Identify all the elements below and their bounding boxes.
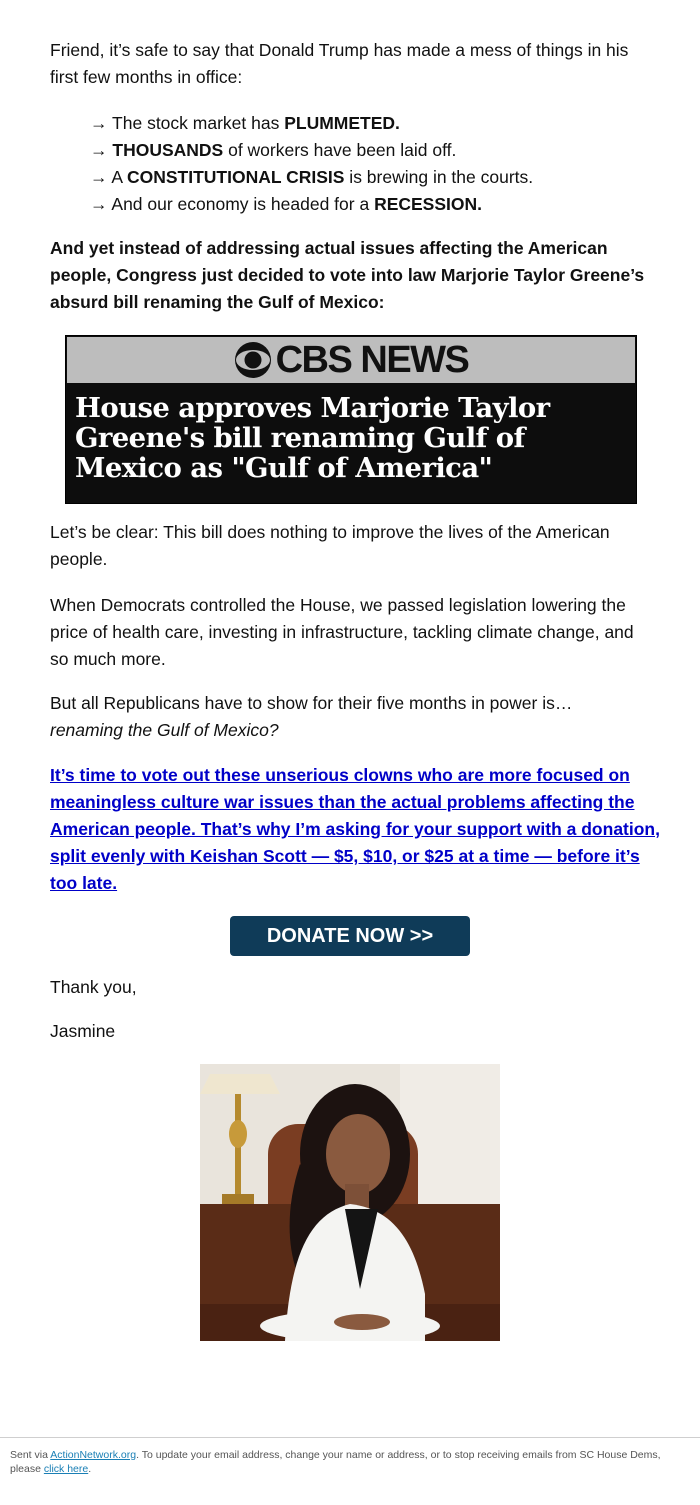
email-footer — [0, 1437, 700, 1505]
news-brand-name: CBS NEWS — [275, 338, 469, 381]
cbs-eye-logo-icon — [234, 341, 272, 379]
actionnetwork-link[interactable]: ActionNetwork.org — [50, 1449, 137, 1461]
arrow-icon: → — [90, 167, 108, 187]
signature-name: Jasmine — [50, 1021, 116, 1041]
news-brand-bar — [67, 337, 635, 383]
paragraph-bill: Let’s be clear: This bill does nothing to improve the lives of the American people. — [50, 522, 610, 569]
bullet-item: → A CONSTITUTIONAL CRISIS is brewing in the courts. — [90, 167, 534, 187]
portrait-illustration — [200, 1064, 500, 1341]
paragraph-republicans: But all Republicans have to show for their five months in power is… renaming the Gulf of Mexico? — [50, 693, 573, 740]
closing-text: Thank you, — [50, 977, 137, 997]
donate-now-button[interactable]: DONATE NOW >> — [230, 916, 470, 956]
lead-paragraph: And yet instead of addressing actual issues affecting the American people, Congress just decided to vote into law Marjorie Taylor Greene’s absurd bill renaming the Gulf of Mexico: — [50, 238, 645, 312]
bullet-item: → And our economy is headed for a RECESSION. — [90, 194, 483, 214]
arrow-icon: → — [90, 113, 108, 133]
unsubscribe-link[interactable]: click here — [43, 1463, 89, 1475]
news-headline-image — [65, 335, 637, 504]
footer-text: Sent via ActionNetwork.org. To update your email address, change your name or address, or to stop receiving emails from SC House Dems, please click here. — [10, 1449, 661, 1475]
signer-photo — [200, 1064, 500, 1341]
arrow-icon: → — [90, 194, 108, 214]
bullet-item: → The stock market has PLUMMETED. — [90, 113, 400, 133]
bullet-list — [90, 110, 650, 218]
bullet-item: → THOUSANDS of workers have been laid off. — [90, 140, 457, 160]
donation-link[interactable]: It’s time to vote out these unserious clowns who are more focused on meaningless culture war issues than the actual problems affecting the American people. That’s why I’m asking for your support with a donation, split evenly with Keishan Scott — $5, $10, or $25 at a time — before it’s too late. — [50, 765, 660, 893]
intro-paragraph: Friend, it’s safe to say that Donald Trump has made a mess of things in his first few months in office: — [50, 40, 629, 87]
arrow-icon: → — [90, 140, 108, 160]
paragraph-democrats: When Democrats controlled the House, we passed legislation lowering the price of health care, investing in infrastructure, tackling climate change, and so much more. — [50, 595, 634, 669]
news-headline-text: House approves Marjorie Taylor Greene's bill renaming Gulf of Mexico as "Gulf of America" — [75, 392, 550, 484]
